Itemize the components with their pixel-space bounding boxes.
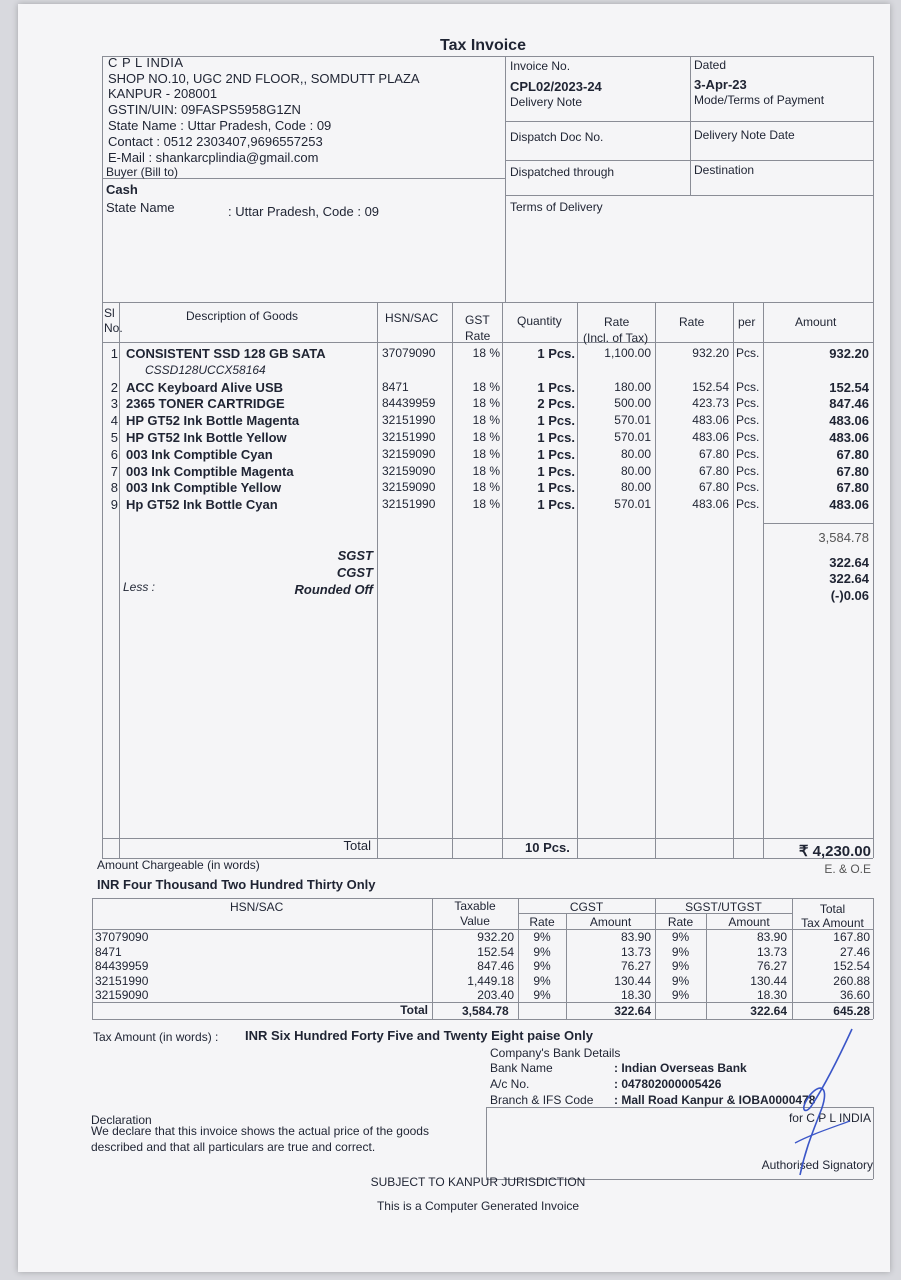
amount-words-value: INR Four Thousand Two Hundred Thirty Only xyxy=(97,877,376,892)
seller-contact: Contact : 0512 2303407,9696557253 xyxy=(108,134,323,149)
item-rate-incl: 80.00 xyxy=(620,446,651,461)
item-description: HP GT52 Ink Bottle Yellow xyxy=(126,430,287,445)
item-gst-rate: 18 % xyxy=(472,396,500,411)
col-gst-rate: GST xyxy=(465,313,490,327)
cgst-label: CGST xyxy=(336,565,373,580)
item-sl: 2 xyxy=(110,379,118,395)
hsn-row-taxable: 847.46 xyxy=(477,959,514,973)
item-sl: 3 xyxy=(110,396,118,412)
item-rate-incl: 80.00 xyxy=(620,480,651,495)
item-rate-incl: 80.00 xyxy=(620,463,651,478)
invoice-no-label: Invoice No. xyxy=(510,59,571,73)
item-hsn: 32159090 xyxy=(382,463,436,478)
hsn-row-cgst-amount: 83.90 xyxy=(620,930,651,944)
seller-email: E-Mail : shankarcplindia@gmail.com xyxy=(108,150,319,165)
item-rate: 483.06 xyxy=(692,497,729,512)
hsn-row-total: 27.46 xyxy=(839,944,870,959)
dispatched-through-label: Dispatched through xyxy=(510,165,615,179)
item-sl: 7 xyxy=(110,463,118,479)
declaration-line-1: We declare that this invoice shows the actual price of the goods xyxy=(91,1124,429,1138)
hsn-row-sgst-amount: 130.44 xyxy=(750,973,787,988)
hsn-row-taxable: 203.40 xyxy=(477,988,514,1002)
seller-state: State Name : Uttar Pradesh, Code : 09 xyxy=(108,118,332,133)
sgst-amount: 322.64 xyxy=(829,555,869,570)
hsn-row-code: 37079090 xyxy=(95,930,149,944)
item-rate: 483.06 xyxy=(692,413,729,428)
item-amount: 932.20 xyxy=(829,346,869,361)
hsn-row-total: 167.80 xyxy=(833,930,870,944)
hsn-row-total: 152.54 xyxy=(833,959,870,973)
item-rate-incl: 570.01 xyxy=(614,497,651,512)
item-gst-rate: 18 % xyxy=(472,463,500,478)
item-description: CONSISTENT SSD 128 GB SATA xyxy=(126,346,326,361)
item-amount: 67.80 xyxy=(836,446,869,462)
item-sl: 9 xyxy=(110,497,118,513)
total-quantity: 10 Pcs. xyxy=(525,840,570,855)
item-quantity: 1 Pcs. xyxy=(537,379,575,395)
buyer-state-value: : Uttar Pradesh, Code : 09 xyxy=(228,204,380,219)
item-rate: 423.73 xyxy=(692,396,729,411)
col-description: Description of Goods xyxy=(186,309,299,323)
eoe-label: E. & O.E xyxy=(824,862,871,876)
item-rate: 67.80 xyxy=(698,446,729,461)
hsn-row-cgst-rate: 9% xyxy=(533,930,551,944)
item-rate: 67.80 xyxy=(698,480,729,495)
hsn-table-bottom xyxy=(92,1019,873,1020)
total-amount: ₹ 4,230.00 xyxy=(798,843,871,860)
dated-value: 3-Apr-23 xyxy=(694,77,747,92)
meta-divider xyxy=(690,56,691,195)
handwritten-signature xyxy=(770,1025,870,1185)
mode-terms-label: Mode/Terms of Payment xyxy=(694,93,825,107)
subtotal: 3,584.78 xyxy=(818,530,869,545)
item-amount: 483.06 xyxy=(829,413,869,429)
item-description: 003 Ink Comptible Cyan xyxy=(126,446,273,462)
item-quantity: 2 Pcs. xyxy=(537,396,575,412)
item-description: 003 Ink Comptible Yellow xyxy=(126,480,282,496)
hsn-total-tax: 645.28 xyxy=(833,1004,870,1018)
total-label: Total xyxy=(343,838,371,853)
item-sl: 5 xyxy=(110,430,118,445)
item-amount: 483.06 xyxy=(829,430,869,445)
tax-words-label: Tax Amount (in words) : xyxy=(93,1030,219,1044)
branch-value: : Mall Road Kanpur & IOBA0000478 xyxy=(614,1093,816,1107)
hsn-row-sgst-amount: 13.73 xyxy=(756,944,787,959)
item-subline: CSSD128UCCX58164 xyxy=(145,362,266,377)
item-gst-rate: 18 % xyxy=(472,480,500,495)
hsn-row-cgst-rate: 9% xyxy=(533,988,551,1002)
col-hsn: HSN/SAC xyxy=(385,311,439,325)
col-sl: Sl xyxy=(104,306,115,320)
item-rate-incl: 570.01 xyxy=(614,430,651,444)
item-hsn: 32151990 xyxy=(382,430,436,444)
item-per: Pcs. xyxy=(736,430,760,444)
amount-words-label: Amount Chargeable (in words) xyxy=(97,858,260,872)
item-per: Pcs. xyxy=(736,379,760,394)
destination-label: Destination xyxy=(694,163,755,177)
hsn-col-sgst: SGST/UTGST xyxy=(685,900,762,914)
hsn-row-sgst-amount: 83.90 xyxy=(756,930,787,944)
declaration-line-2: described and that all particulars are true and correct. xyxy=(91,1140,376,1154)
item-hsn: 8471 xyxy=(382,379,409,394)
hsn-row-cgst-rate: 9% xyxy=(533,944,551,959)
item-hsn: 84439959 xyxy=(382,396,436,411)
bank-title: Company's Bank Details xyxy=(490,1046,621,1060)
hsn-total-label: Total xyxy=(400,1003,428,1017)
buyer-name: Cash xyxy=(106,182,138,197)
hsn-total-sgst: 322.64 xyxy=(750,1004,787,1018)
col-per: per xyxy=(738,315,756,329)
hsn-row-code: 84439959 xyxy=(95,959,149,973)
hsn-row-cgst-rate: 9% xyxy=(533,959,551,973)
declaration-title: Declaration xyxy=(91,1113,152,1127)
seller-gstin: GSTIN/UIN: 09FASPS5958G1ZN xyxy=(108,102,301,117)
hsn-row-code: 32159090 xyxy=(95,988,149,1002)
tax-words-value: INR Six Hundred Forty Five and Twenty Eight paise Only xyxy=(245,1028,593,1043)
account-value: : 047802000005426 xyxy=(614,1077,722,1091)
item-hsn: 32151990 xyxy=(382,497,436,512)
invoice-no: CPL02/2023-24 xyxy=(510,79,602,94)
item-per: Pcs. xyxy=(736,446,760,461)
rounded-off-amount: (-)0.06 xyxy=(830,588,869,603)
item-rate: 483.06 xyxy=(692,430,729,444)
branch-label: Branch & IFS Code xyxy=(490,1093,594,1107)
item-quantity: 1 Pcs. xyxy=(537,413,575,429)
item-gst-rate: 18 % xyxy=(472,346,500,360)
item-rate: 932.20 xyxy=(692,346,729,360)
frame-top xyxy=(102,56,873,57)
item-quantity: 1 Pcs. xyxy=(537,346,575,361)
item-gst-rate: 18 % xyxy=(472,413,500,428)
hsn-row-sgst-rate: 9% xyxy=(671,944,690,959)
seller-address-2: KANPUR - 208001 xyxy=(108,86,218,101)
item-rate-incl: 1,100.00 xyxy=(604,346,651,360)
rounded-off-label: Rounded Off xyxy=(294,582,373,597)
hsn-col-cgst: CGST xyxy=(569,900,604,914)
hsn-row-total: 260.88 xyxy=(833,973,870,988)
item-per: Pcs. xyxy=(736,396,760,411)
item-amount: 67.80 xyxy=(836,480,869,496)
col-amount: Amount xyxy=(795,315,837,329)
item-rate-incl: 570.01 xyxy=(614,413,651,428)
hsn-row-cgst-amount: 76.27 xyxy=(620,959,651,973)
item-per: Pcs. xyxy=(736,463,760,478)
seller-name: C P L INDIA xyxy=(108,55,184,70)
hsn-row-sgst-amount: 18.30 xyxy=(756,988,787,1002)
item-rate-incl: 500.00 xyxy=(614,396,651,411)
hsn-row-total: 36.60 xyxy=(839,988,870,1002)
frame-left xyxy=(102,56,103,858)
item-sl: 8 xyxy=(110,480,118,496)
hsn-col-taxable: Taxable xyxy=(454,899,496,913)
buyer-label: Buyer (Bill to) xyxy=(106,165,179,179)
delivery-note-label: Delivery Note xyxy=(510,95,583,109)
sgst-label: SGST xyxy=(337,548,373,563)
item-quantity: 1 Pcs. xyxy=(537,463,575,479)
hsn-row-cgst-amount: 18.30 xyxy=(620,988,651,1002)
item-per: Pcs. xyxy=(736,413,760,428)
item-quantity: 1 Pcs. xyxy=(537,480,575,496)
total-row-top xyxy=(102,838,873,839)
item-rate: 67.80 xyxy=(698,463,729,478)
computer-generated-note: This is a Computer Generated Invoice xyxy=(376,1199,580,1213)
item-sl: 6 xyxy=(110,446,118,462)
hsn-row-sgst-amount: 76.27 xyxy=(756,959,787,973)
header-divider xyxy=(505,56,506,302)
frame-right xyxy=(873,56,874,858)
bank-name-value: : Indian Overseas Bank xyxy=(614,1061,747,1075)
item-hsn: 37079090 xyxy=(382,346,436,360)
item-description: 003 Ink Comptible Magenta xyxy=(126,463,294,479)
item-amount: 152.54 xyxy=(829,379,869,395)
bank-name-label: Bank Name xyxy=(490,1061,553,1075)
col-quantity: Quantity xyxy=(517,314,562,328)
item-quantity: 1 Pcs. xyxy=(537,430,575,445)
terms-delivery-label: Terms of Delivery xyxy=(510,200,603,214)
item-gst-rate: 18 % xyxy=(472,497,500,512)
item-gst-rate: 18 % xyxy=(472,379,500,394)
item-amount: 483.06 xyxy=(829,497,869,513)
dispatch-doc-label: Dispatch Doc No. xyxy=(510,130,604,144)
hsn-row-cgst-amount: 130.44 xyxy=(614,973,651,988)
item-hsn: 32159090 xyxy=(382,480,436,495)
col-rate-incl: Rate xyxy=(604,315,630,329)
hsn-row-sgst-rate: 9% xyxy=(671,930,690,944)
hsn-row-cgst-rate: 9% xyxy=(533,973,551,988)
subtotal-line xyxy=(763,523,873,524)
item-amount: 847.46 xyxy=(829,396,869,412)
seller-address-1: SHOP NO.10, UGC 2ND FLOOR,, SOMDUTT PLAZA xyxy=(108,71,420,86)
hsn-total-cgst: 322.64 xyxy=(614,1004,651,1018)
col-rate: Rate xyxy=(679,315,705,329)
hsn-row-sgst-rate: 9% xyxy=(671,988,690,1002)
item-per: Pcs. xyxy=(736,346,760,360)
hsn-row-code: 32151990 xyxy=(95,973,149,988)
item-hsn: 32159090 xyxy=(382,446,436,461)
jurisdiction-note: SUBJECT TO KANPUR JURISDICTION xyxy=(370,1175,586,1189)
item-quantity: 1 Pcs. xyxy=(537,446,575,462)
items-table-top xyxy=(102,302,873,303)
item-gst-rate: 18 % xyxy=(472,446,500,461)
item-hsn: 32151990 xyxy=(382,413,436,428)
item-description: 2365 TONER CARTRIDGE xyxy=(126,396,285,412)
hsn-row-sgst-rate: 9% xyxy=(671,959,690,973)
authorised-signatory: Authorised Signatory xyxy=(761,1158,873,1172)
document-title: Tax Invoice xyxy=(440,37,526,54)
buyer-state-label: State Name xyxy=(106,200,175,215)
item-sl: 4 xyxy=(110,413,118,429)
hsn-row-taxable: 932.20 xyxy=(477,930,514,944)
hsn-col-hsn: HSN/SAC xyxy=(230,900,284,914)
item-quantity: 1 Pcs. xyxy=(537,497,575,513)
item-per: Pcs. xyxy=(736,480,760,495)
hsn-row-taxable: 1,449.18 xyxy=(467,973,514,988)
item-rate: 152.54 xyxy=(692,379,729,394)
hsn-row-code: 8471 xyxy=(95,944,122,959)
hsn-row-sgst-rate: 9% xyxy=(671,973,690,988)
delivery-note-date-label: Delivery Note Date xyxy=(694,128,795,142)
less-label: Less : xyxy=(123,580,156,594)
cgst-amount: 322.64 xyxy=(829,571,869,586)
dated-label: Dated xyxy=(694,58,727,72)
item-description: HP GT52 Ink Bottle Magenta xyxy=(126,413,300,429)
hsn-total-taxable: 3,584.78 xyxy=(462,1004,509,1018)
signature-for: for C P L INDIA xyxy=(788,1111,871,1125)
hsn-col-total: Total xyxy=(819,902,846,916)
item-description: Hp GT52 Ink Bottle Cyan xyxy=(126,497,278,513)
item-description: ACC Keyboard Alive USB xyxy=(126,379,283,395)
item-amount: 67.80 xyxy=(836,463,869,479)
item-sl: 1 xyxy=(110,346,118,361)
item-gst-rate: 18 % xyxy=(472,430,500,444)
account-label: A/c No. xyxy=(490,1077,530,1091)
hsn-row-cgst-amount: 13.73 xyxy=(620,944,651,959)
hsn-row-taxable: 152.54 xyxy=(477,944,514,959)
item-rate-incl: 180.00 xyxy=(614,379,651,394)
item-per: Pcs. xyxy=(736,497,760,512)
